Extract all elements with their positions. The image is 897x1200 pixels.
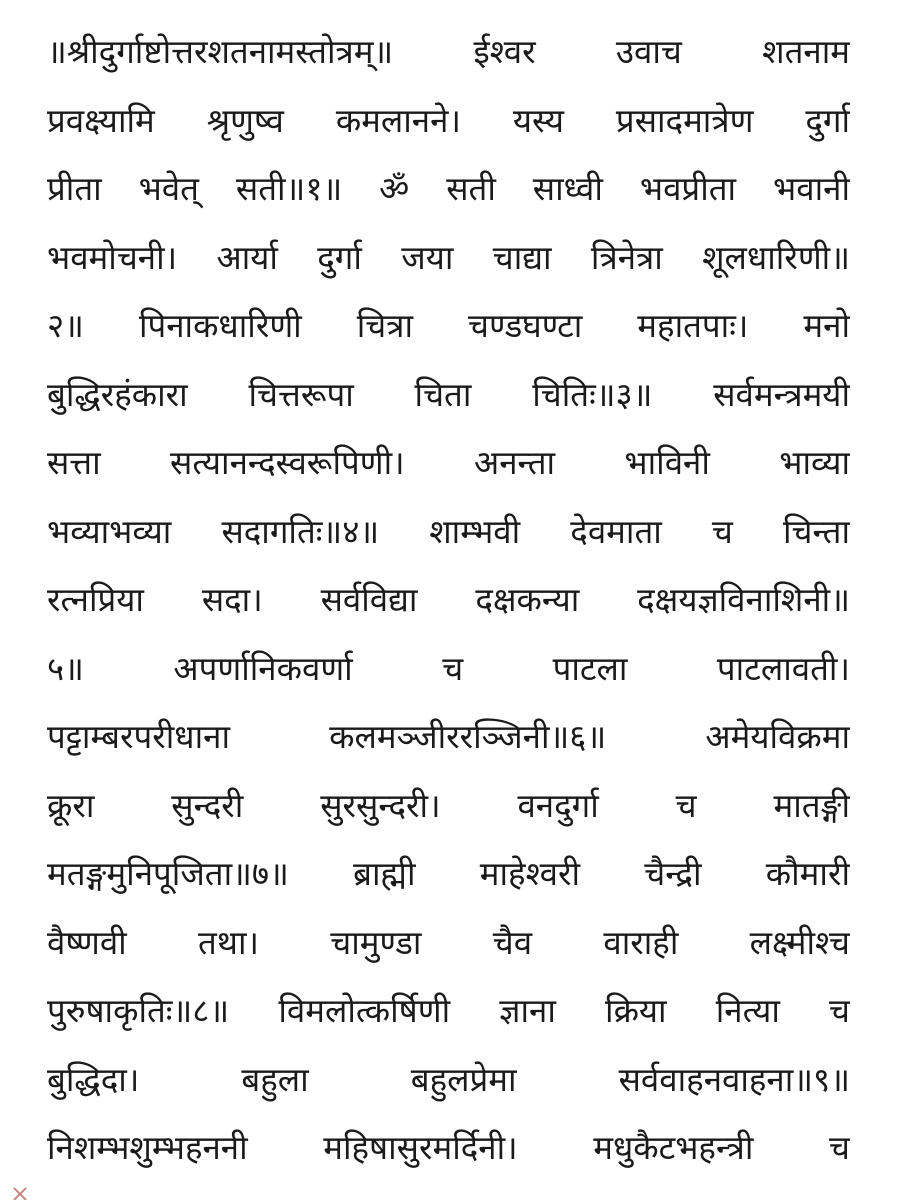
text-line: निशम्भशुम्भहननी महिषासुरमर्दिनी। मधुकैटभहन्त्री च bbox=[47, 1128, 850, 1167]
text-line: पुरुषाकृतिः॥८॥ विमलोत्कर्षिणी ज्ञाना क्रिया नित्या च bbox=[47, 991, 850, 1030]
text-line: रत्नप्रिया सदा। सर्वविद्या दक्षकन्या दक्षयज्ञविनाशिनी॥ bbox=[47, 580, 850, 619]
text-line: सत्ता सत्यानन्दस्वरूपिणी। अनन्ता भाविनी भाव्या bbox=[47, 443, 850, 482]
text-line: २॥ पिनाकधारिणी चित्रा चण्डघण्टा महातपाः। मनो bbox=[47, 306, 850, 345]
text-line: क्रूरा सुन्दरी सुरसुन्दरी। वनदुर्गा च मातङ्गी bbox=[47, 785, 850, 825]
text-line: प्रीता भवेत् सती॥१॥ ॐ सती साध्वी भवप्रीता भवानी bbox=[47, 169, 850, 208]
text-line: बुद्धिदा। बहुला बहुलप्रेमा सर्ववाहनवाहना॥९॥ bbox=[47, 1059, 850, 1099]
text-line: प्रवक्ष्यामि श्रृणुष्व कमलानने। यस्य प्रसादमात्रेण दुर्गा bbox=[47, 100, 850, 140]
stotram-text bbox=[47, 18, 850, 1183]
text-line: ॥श्रीदुर्गाष्टोत्तरशतनामस्तोत्रम्॥ ईश्वर उवाच शतनाम bbox=[47, 32, 850, 71]
text-line: वैष्णवी तथा। चामुण्डा चैव वाराही लक्ष्मीश्च bbox=[47, 922, 850, 962]
text-line: बुद्धिरहंकारा चित्तरूपा चिता चितिः॥३॥ सर्वमन्त्रमयी bbox=[47, 374, 850, 414]
text-line: मतङ्गमुनिपूजिता॥७॥ ब्राह्मी माहेश्वरी चैन्द्री कौमारी bbox=[47, 854, 850, 893]
partial-close-icon[interactable] bbox=[0, 1186, 60, 1200]
text-line: ५॥ अपर्णानिकवर्णा च पाटला पाटलावती। bbox=[47, 648, 850, 688]
text-line: पट्टाम्बरपरीधाना कलमञ्जीररञ्जिनी॥६॥ अमेयविक्रमा bbox=[47, 717, 850, 756]
text-line: भव्याभव्या सदागतिः॥४॥ शाम्भवी देवमाता च चिन्ता bbox=[47, 511, 850, 551]
text-line: भवमोचनी। आर्या दुर्गा जया चाद्या त्रिनेत्रा शूलधारिणी॥ bbox=[47, 237, 850, 277]
